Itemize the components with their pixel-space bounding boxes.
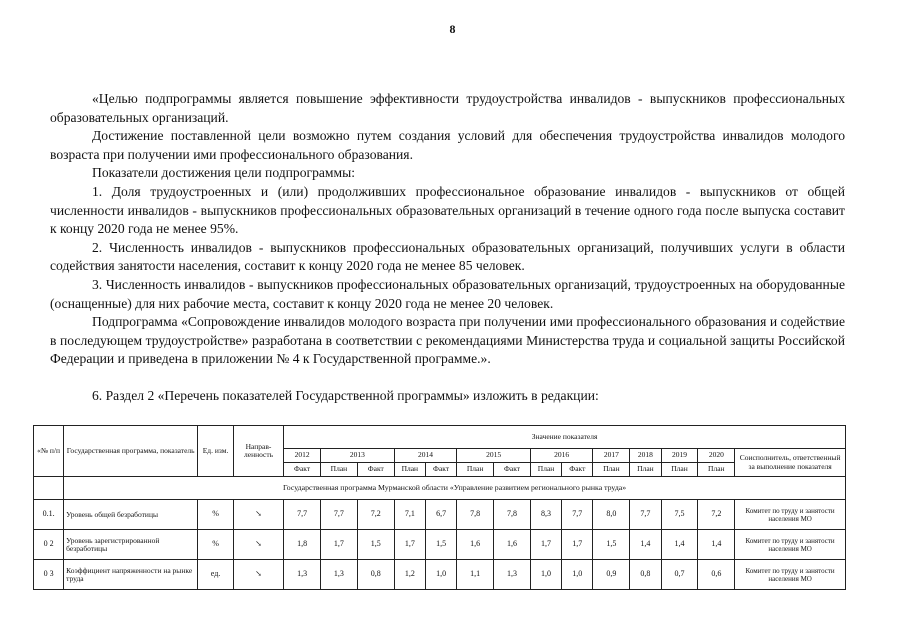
direction-down-icon: ↘ bbox=[233, 560, 283, 590]
row-value: 0,9 bbox=[593, 560, 630, 590]
header-plan: План bbox=[698, 463, 735, 477]
row-value: 7,7 bbox=[562, 500, 593, 530]
header-fact: Факт bbox=[494, 463, 531, 477]
row-value: 1,3 bbox=[494, 560, 531, 590]
row-value: 0,8 bbox=[357, 560, 394, 590]
header-year: 2015 bbox=[457, 449, 531, 463]
row-value: 1,8 bbox=[284, 530, 321, 560]
row-value: 1,2 bbox=[394, 560, 425, 590]
row-unit: ед. bbox=[198, 560, 234, 590]
row-num: 0 3 bbox=[34, 560, 64, 590]
row-value: 1,3 bbox=[321, 560, 358, 590]
row-unit: % bbox=[198, 500, 234, 530]
row-value: 7,1 bbox=[394, 500, 425, 530]
row-num: 0 2 bbox=[34, 530, 64, 560]
header-fact: Факт bbox=[425, 463, 456, 477]
header-value: Значение показателя bbox=[284, 426, 846, 449]
data-rows bbox=[34, 500, 846, 590]
body-text bbox=[50, 90, 845, 369]
header-year: 2016 bbox=[530, 449, 593, 463]
header-plan: План bbox=[661, 463, 698, 477]
row-executor: Комитет по труду и занятости населения МО bbox=[735, 560, 846, 590]
row-value: 1,7 bbox=[321, 530, 358, 560]
header-plan: План bbox=[394, 463, 425, 477]
row-value: 1,7 bbox=[530, 530, 561, 560]
header-fact: Факт bbox=[284, 463, 321, 477]
row-value: 1,5 bbox=[357, 530, 394, 560]
row-executor: Комитет по труду и занятости населения МО bbox=[735, 530, 846, 560]
row-value: 7,7 bbox=[321, 500, 358, 530]
header-fact: Факт bbox=[357, 463, 394, 477]
program-title: Государственная программа Мурманской области «Управление развитием регионального рынка труда» bbox=[64, 477, 846, 500]
row-executor: Комитет по труду и занятости населения МО bbox=[735, 500, 846, 530]
page-number: 8 bbox=[449, 22, 456, 36]
header-plan: План bbox=[630, 463, 661, 477]
paragraph-indicator-3: 3. Численность инвалидов - выпускников профессиональных образовательных организаций, трудоустроенных на оборудованные (оснащенные) для них рабочие места, составит к концу 2020 года не менее 20 человек. bbox=[50, 276, 845, 311]
program-num-cell bbox=[34, 477, 64, 500]
header-plan: План bbox=[457, 463, 494, 477]
row-value: 1,4 bbox=[698, 530, 735, 560]
table-row bbox=[34, 530, 846, 560]
header-plan: План bbox=[321, 463, 358, 477]
row-value: 1,6 bbox=[494, 530, 531, 560]
row-num: 0.1. bbox=[34, 500, 64, 530]
header-year: 2012 bbox=[284, 449, 321, 463]
header-executor: Соисполнитель, ответственный за выполнение показателя bbox=[735, 449, 846, 477]
row-indicator-name: Уровень зарегистрированной безработицы bbox=[64, 530, 198, 560]
row-indicator-name: Уровень общей безработицы bbox=[64, 500, 198, 530]
row-value: 1,4 bbox=[630, 530, 661, 560]
row-value: 1,5 bbox=[593, 530, 630, 560]
header-year: 2020 bbox=[698, 449, 735, 463]
table-row bbox=[34, 560, 846, 590]
header-year: 2014 bbox=[394, 449, 457, 463]
row-value: 7,8 bbox=[494, 500, 531, 530]
row-value: 1,5 bbox=[425, 530, 456, 560]
header-year: 2013 bbox=[321, 449, 395, 463]
section-heading: 6. Раздел 2 «Перечень показателей Государственной программы» изложить в редакции: bbox=[92, 388, 599, 403]
direction-down-icon: ↘ bbox=[233, 530, 283, 560]
paragraph-indicators-intro: Показатели достижения цели подпрограммы: bbox=[92, 165, 356, 181]
row-value: 1,4 bbox=[661, 530, 698, 560]
paragraph-achievement: Достижение поставленной цели возможно путем создания условий для обеспечения трудоустройства инвалидов молодого возраста при получении ими профессионального образования. bbox=[50, 128, 845, 162]
header-unit: Ед. изм. bbox=[198, 426, 234, 477]
paragraph-goal: «Целью подпрограммы является повышение эффективности трудоустройства инвалидов - выпускников профессиональных образовательных организаций. bbox=[50, 91, 845, 125]
row-value: 7,7 bbox=[630, 500, 661, 530]
row-value: 7,8 bbox=[457, 500, 494, 530]
row-value: 0,8 bbox=[630, 560, 661, 590]
row-value: 1,0 bbox=[530, 560, 561, 590]
row-indicator-name: Коэффициент напряженности на рынке труда bbox=[64, 560, 198, 590]
row-value: 1,6 bbox=[457, 530, 494, 560]
header-year: 2018 bbox=[630, 449, 661, 463]
row-value: 0,6 bbox=[698, 560, 735, 590]
row-value: 1,7 bbox=[562, 530, 593, 560]
header-direction: Направ-ленность bbox=[233, 426, 283, 477]
row-value: 8,0 bbox=[593, 500, 630, 530]
row-value: 7,2 bbox=[698, 500, 735, 530]
row-value: 8,3 bbox=[530, 500, 561, 530]
row-value: 1,7 bbox=[394, 530, 425, 560]
indicators-table bbox=[33, 425, 846, 590]
paragraph-indicator-1: 1. Доля трудоустроенных и (или) продолживших профессиональное образование инвалидов - выпускников от общей численности инвалидов - выпускников профессиональных образовательных организаций в течение одного года после выпуска составит к концу 2020 года не менее 95%. bbox=[50, 183, 845, 237]
header-fact: Факт bbox=[562, 463, 593, 477]
paragraph-indicator-2: 2. Численность инвалидов - выпускников профессиональных образовательных организаций, получивших услуги в области содействия занятости населения, составит к концу 2020 года не менее 85 человек. bbox=[50, 239, 845, 274]
row-value: 1,3 bbox=[284, 560, 321, 590]
row-value: 6,7 bbox=[425, 500, 456, 530]
header-num: «№ п/п bbox=[34, 426, 64, 477]
row-value: 1,0 bbox=[425, 560, 456, 590]
row-value: 7,5 bbox=[661, 500, 698, 530]
table-row bbox=[34, 500, 846, 530]
row-value: 1,0 bbox=[562, 560, 593, 590]
row-value: 7,7 bbox=[284, 500, 321, 530]
header-name: Государственная программа, показатель bbox=[64, 426, 198, 477]
row-value: 7,2 bbox=[357, 500, 394, 530]
row-value: 0,7 bbox=[661, 560, 698, 590]
direction-down-icon: ↘ bbox=[233, 500, 283, 530]
header-plan: План bbox=[593, 463, 630, 477]
header-plan: План bbox=[530, 463, 561, 477]
row-unit: % bbox=[198, 530, 234, 560]
header-year: 2019 bbox=[661, 449, 698, 463]
header-year: 2017 bbox=[593, 449, 630, 463]
row-value: 1,1 bbox=[457, 560, 494, 590]
paragraph-subprogram: Подпрограмма «Сопровождение инвалидов молодого возраста при получении ими профессионального образования и содействие в последующем трудоустройстве» разработана в соответствии с рекомендациями Министерства труда и социальной защиты Российской Федерации и приведена в приложении № 4 к Государственной программе.». bbox=[50, 314, 845, 367]
